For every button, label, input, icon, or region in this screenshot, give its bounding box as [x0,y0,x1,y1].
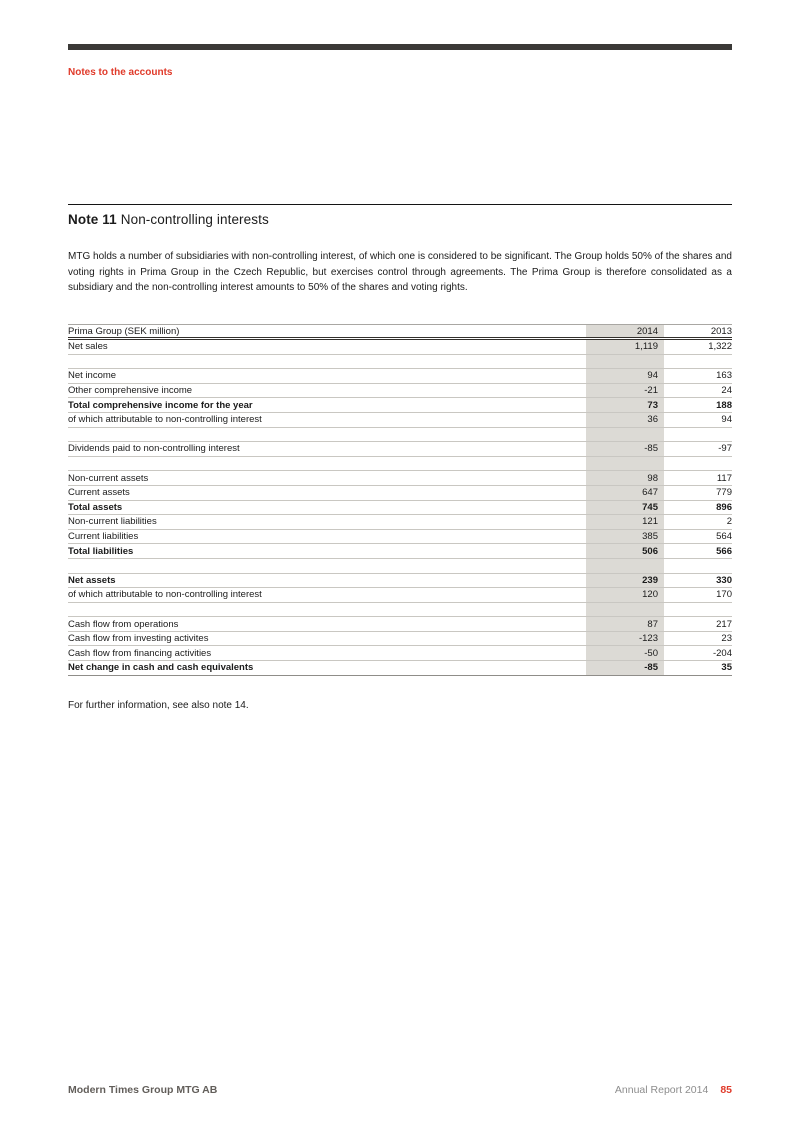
row-value-2013: 188 [716,399,732,411]
table-header-row [68,324,732,340]
table-row [68,340,732,355]
row-label: Cash flow from financing activities [68,647,212,659]
row-label: of which attributable to non-controlling interest [68,414,262,426]
table-header-col-2014: 2014 [586,325,664,337]
table-header-col-2013: 2013 [710,325,732,337]
row-label [68,428,586,442]
row-value-2013: 217 [716,618,732,630]
row-value-2014: 745 [586,501,664,515]
intro-paragraph: MTG holds a number of subsidiaries with non-controlling interest, of which one is considered to be significant. The Group holds 50% of the shares and voting rights in Prima Group in the Czech Republic, but exercises control through agreements. The Prima Group is therefore consolidated as a subsidiary and the non-controlling interest amounts to 50% of the shares and voting rights. [68,251,732,293]
section-label: Notes to the accounts [68,67,173,78]
table-row [68,515,732,530]
table-row [68,501,732,516]
table-row [68,574,732,589]
row-value-2014 [586,457,664,471]
row-value-2013: 24 [721,385,732,397]
table-row [68,369,732,384]
row-value-2013 [664,457,732,471]
row-value-2013 [664,355,732,369]
table-spacer-row [68,603,732,618]
table-row [68,588,732,603]
row-value-2013: 330 [716,574,732,586]
footer-company-name: Modern Times Group MTG AB [68,1084,218,1096]
row-value-2013: -204 [712,647,732,659]
row-value-2014: 87 [586,617,664,631]
table-header-label: Prima Group (SEK million) [68,325,180,337]
row-value-2013: 1,322 [708,341,732,353]
row-label: Total liabilities [68,545,134,557]
row-label [68,559,586,573]
row-label: Non-current liabilities [68,516,157,528]
row-label: Other comprehensive income [68,385,193,397]
table-spacer-row [68,457,732,472]
row-value-2014: 506 [586,544,664,558]
note-number: Note 11 [68,212,117,227]
table-row [68,530,732,545]
row-value-2014: -85 [586,661,664,675]
page-number: 85 [720,1084,732,1096]
table-row [68,544,732,559]
table-body [68,340,732,676]
row-value-2014: -123 [586,632,664,646]
row-label [68,603,586,617]
table-row [68,384,732,399]
row-value-2013: 94 [721,414,732,426]
table-row [68,398,732,413]
row-value-2013: 170 [716,589,732,601]
row-label: Cash flow from investing activites [68,633,209,645]
row-label: Current liabilities [68,531,139,543]
footer-report-title: Annual Report 2014 [614,1084,709,1096]
table-row [68,661,732,676]
row-value-2014: 121 [586,515,664,529]
row-label: Net sales [68,341,108,353]
row-label: Dividends paid to non-controlling interest [68,443,240,455]
row-value-2013: 35 [721,662,732,674]
row-value-2014: -50 [586,646,664,660]
row-value-2014: 120 [586,588,664,602]
row-value-2014: 94 [586,369,664,383]
row-value-2013: 566 [716,545,732,557]
row-label [68,457,586,471]
row-value-2013 [664,603,732,617]
table-spacer-row [68,559,732,574]
row-label: Net assets [68,574,116,586]
row-label: Total assets [68,501,123,513]
top-rule-bar [68,44,732,50]
row-value-2014 [586,559,664,573]
row-value-2014: 1,119 [586,340,664,354]
table-row [68,617,732,632]
row-value-2014: 239 [586,574,664,588]
row-value-2013 [664,428,732,442]
row-value-2014 [586,428,664,442]
table-spacer-row [68,428,732,443]
row-label: Net change in cash and cash equivalents [68,662,254,674]
row-label: Non-current assets [68,472,149,484]
row-label: Cash flow from operations [68,618,179,630]
row-label: Current assets [68,487,130,499]
table-row [68,413,732,428]
row-value-2014: 36 [586,413,664,427]
row-value-2013: 779 [716,487,732,499]
table-row [68,486,732,501]
row-value-2013: -97 [718,443,732,455]
row-value-2014 [586,603,664,617]
row-label: of which attributable to non-controlling interest [68,589,262,601]
row-value-2014 [586,355,664,369]
note-title: Non-controlling interests [120,212,269,227]
row-label: Net income [68,370,117,382]
row-label [68,355,586,369]
row-value-2014: 73 [586,398,664,412]
row-value-2014: 385 [586,530,664,544]
row-value-2014: 647 [586,486,664,500]
row-value-2013: 163 [716,370,732,382]
row-value-2013 [664,559,732,573]
row-label: Total comprehensive income for the year [68,399,253,411]
row-value-2014: 98 [586,471,664,485]
table-spacer-row [68,355,732,370]
row-value-2013: 2 [726,516,732,528]
table-row [68,442,732,457]
row-value-2013: 23 [721,633,732,645]
row-value-2014: -85 [586,442,664,456]
prima-group-table [68,324,732,676]
footer-report-info [615,1084,732,1096]
table-row [68,646,732,661]
row-value-2013: 564 [716,531,732,543]
page-footer [68,1084,732,1096]
row-value-2013: 117 [716,472,732,484]
further-info-note: For further information, see also note 14. [68,700,249,711]
table-row [68,471,732,486]
row-value-2014: -21 [586,384,664,398]
table-row [68,632,732,647]
row-value-2013: 896 [716,501,732,513]
note-heading [68,204,732,227]
